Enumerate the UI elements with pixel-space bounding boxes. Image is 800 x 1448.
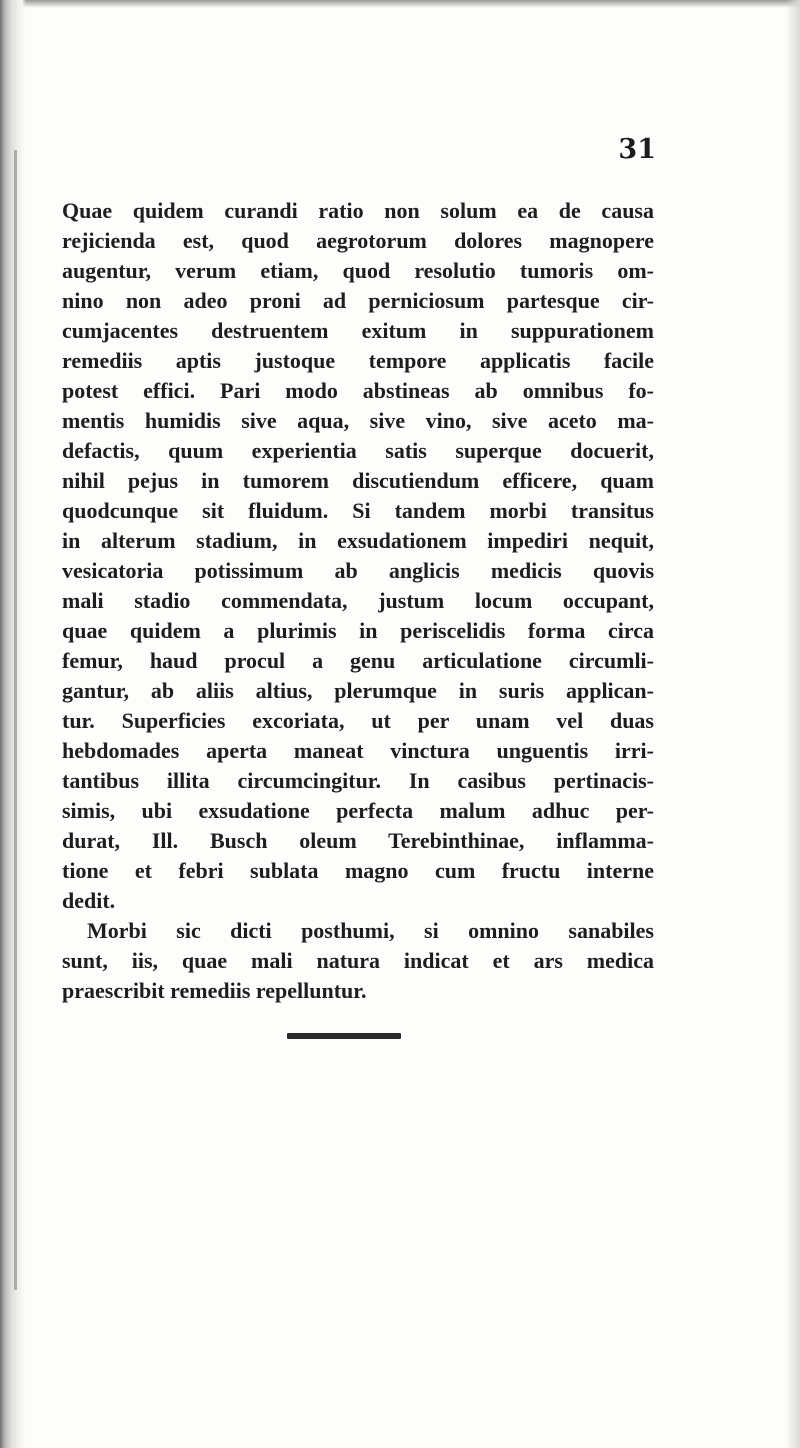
text-line: Quae quidem curandi ratio non solum ea de causa xyxy=(62,198,654,223)
page-top-edge xyxy=(0,0,800,8)
binding-shadow xyxy=(0,0,26,1448)
text-line: simis, ubi exsudatione perfecta malum adhuc per- xyxy=(62,798,654,823)
text-line: potest effici. Pari modo abstineas ab omnibus fo- xyxy=(62,378,654,403)
text-line: remediis aptis justoque tempore applicatis facile xyxy=(62,348,654,373)
text-line: tione et febri sublata magno cum fructu interne xyxy=(62,858,654,883)
text-line: cumjacentes destruentem exitum in suppurationem xyxy=(62,318,654,343)
text-line: vesicatoria potissimum ab anglicis medicis quovis xyxy=(62,558,654,583)
text-line: tantibus illita circumcingitur. In casibus pertinacis- xyxy=(62,768,654,793)
page-number: 31 xyxy=(618,134,656,165)
text-line: rejicienda est, quod aegrotorum dolores magnopere xyxy=(62,228,654,253)
text-line-paragraph-end: praescribit remediis repelluntur. xyxy=(62,978,367,1003)
text-line: durat, Ill. Busch oleum Terebinthinae, inflamma- xyxy=(62,828,654,853)
text-line: nihil pejus in tumorem discutiendum efficere, quam xyxy=(62,468,654,493)
text-line: nino non adeo proni ad perniciosum partesque cir- xyxy=(62,288,654,313)
text-line: augentur, verum etiam, quod resolutio tumoris om- xyxy=(62,258,654,283)
text-line: mentis humidis sive aqua, sive vino, sive aceto ma- xyxy=(62,408,654,433)
text-line: gantur, ab aliis altius, plerumque in suris applican- xyxy=(62,678,654,703)
text-line-paragraph-end: dedit. xyxy=(62,888,116,913)
text-line: mali stadio commendata, justum locum occupant, xyxy=(62,588,654,613)
binding-line xyxy=(14,150,17,1290)
closing-rule xyxy=(287,1033,401,1039)
text-line: femur, haud procul a genu articulatione circumli- xyxy=(62,648,654,673)
text-line: sunt, iis, quae mali natura indicat et ars medica xyxy=(62,948,654,973)
text-line: in alterum stadium, in exsudationem impediri nequit, xyxy=(62,528,654,553)
text-line: quae quidem a plurimis in periscelidis forma circa xyxy=(62,618,654,643)
text-line: defactis, quum experientia satis superque docuerit, xyxy=(62,438,654,463)
page-right-edge xyxy=(786,0,800,1448)
text-line: quodcunque sit fluidum. Si tandem morbi transitus xyxy=(62,498,654,523)
text-line: tur. Superficies excoriata, ut per unam vel duas xyxy=(62,708,654,733)
text-line: hebdomades aperta maneat vinctura unguentis irri- xyxy=(62,738,654,763)
text-line-paragraph-start: Morbi sic dicti posthumi, si omnino sanabiles xyxy=(87,918,654,943)
